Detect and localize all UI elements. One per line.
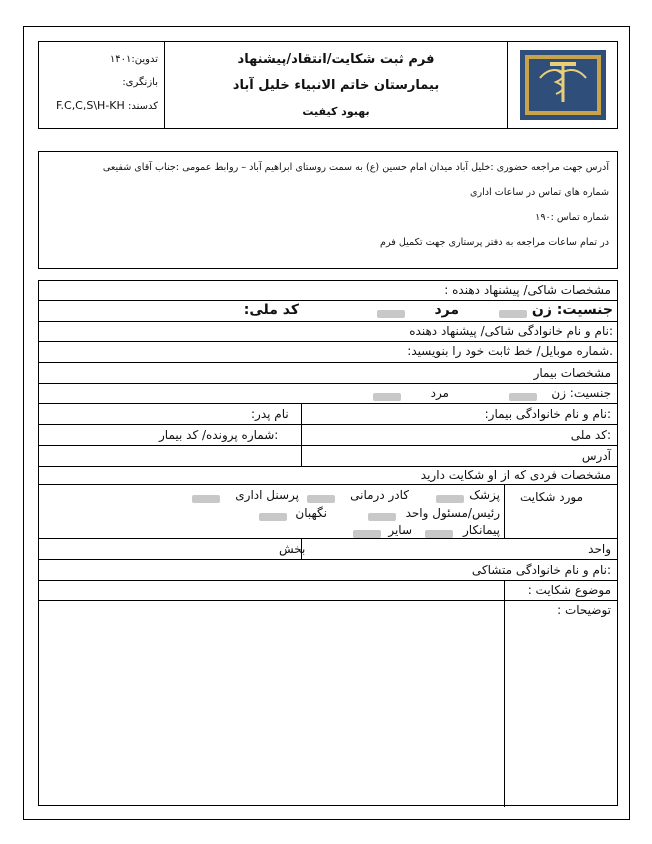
patient-gender-male-label: مرد xyxy=(430,386,449,400)
patient-header: مشخصات بیمار xyxy=(533,366,611,380)
opt-treatment-staff-checkbox[interactable] xyxy=(307,491,335,505)
phones-title: شماره های تماس در ساعات اداری xyxy=(469,187,609,198)
form-page xyxy=(23,26,630,820)
opt-head-unit-checkbox[interactable] xyxy=(368,509,396,523)
unit-label[interactable]: واحد xyxy=(588,542,611,556)
contact-info-box xyxy=(38,151,618,269)
opt-other-label: سایر xyxy=(388,523,412,537)
ward-label[interactable]: بخش xyxy=(279,542,306,556)
mobile-label: .شماره موبایل/ خط ثابت خود را بنویسید: xyxy=(407,344,613,358)
university-logo xyxy=(507,41,618,129)
complaint-subject-row[interactable] xyxy=(39,581,617,601)
subject-person-header: مشخصات فردی که از او شکایت دارید xyxy=(420,468,611,482)
form-title: فرم ثبت شکایت/انتقاد/پیشنهاد xyxy=(237,51,435,67)
file-number-label[interactable]: :شماره پرونده/ کد بیمار xyxy=(159,428,279,442)
opt-head-unit-label: رئیس/مسئول واحد xyxy=(405,506,500,520)
opt-contractor-label: پیمانکار xyxy=(463,523,500,537)
patient-name-label[interactable]: :نام و نام خانوادگی بیمار: xyxy=(484,407,611,421)
opt-admin-staff-checkbox[interactable] xyxy=(192,491,220,505)
accused-name-row[interactable] xyxy=(39,560,617,581)
complainant-header: مشخصات شاکی/ پیشنهاد دهنده : xyxy=(444,283,611,297)
patient-id-row xyxy=(39,425,617,446)
descriptions-label: توضیحات : xyxy=(557,603,611,617)
gender-female-label: جنسیت: زن xyxy=(531,302,613,318)
opt-guard-checkbox[interactable] xyxy=(259,509,287,523)
patient-name-row xyxy=(39,404,617,425)
father-name-label[interactable]: نام پدر: xyxy=(251,407,289,421)
accused-name-label: :نام و نام خانوادگی متشاکی xyxy=(471,563,611,577)
unit-row xyxy=(39,539,617,560)
female-checkbox[interactable] xyxy=(499,306,527,320)
national-code-label: کد ملی: xyxy=(243,302,299,318)
unit-name: بهبود کیفیت xyxy=(302,105,370,119)
address-label: آدرس xyxy=(581,449,611,463)
complainant-name-label: :نام و نام خانوادگی شاکی/ پیشنهاد دهنده xyxy=(409,324,613,338)
opt-admin-staff-label: پرسنل اداری xyxy=(235,488,299,502)
opt-contractor-checkbox[interactable] xyxy=(425,526,453,540)
complaint-case-row xyxy=(39,485,617,539)
document-code-value: F.C,C,S\H-KH xyxy=(55,99,125,112)
compiled-date: تدوین:۱۴۰۱ xyxy=(109,54,158,65)
gender-row xyxy=(39,301,617,322)
male-checkbox[interactable] xyxy=(377,306,405,320)
mobile-row[interactable] xyxy=(39,342,617,363)
document-code-label: کدسند: xyxy=(127,101,158,112)
patient-gender-row xyxy=(39,384,617,404)
patient-gender-female-label: جنسیت: زن xyxy=(551,386,611,400)
address-row[interactable] xyxy=(39,446,617,467)
opt-doctor-checkbox[interactable] xyxy=(436,491,464,505)
phone-number: شماره تماس :۱۹۰ xyxy=(535,212,609,223)
opt-other-checkbox[interactable] xyxy=(353,526,381,540)
gender-male-label: مرد xyxy=(434,302,459,318)
descriptions-row[interactable] xyxy=(39,601,617,807)
complainant-name-row[interactable] xyxy=(39,322,617,342)
opt-treatment-staff-label: کادر درمانی xyxy=(350,488,409,502)
revision-label: بازنگری: xyxy=(122,77,158,88)
form-header xyxy=(38,41,618,129)
header-title-block xyxy=(165,41,507,129)
complainant-header-row xyxy=(39,281,617,301)
complaint-case-label: مورد شکایت xyxy=(519,490,583,504)
opt-guard-label: نگهبان xyxy=(295,506,327,520)
hospital-name: بیمارستان خاتم الانبیاء خلیل آباد xyxy=(232,78,440,94)
caduceus-logo-icon xyxy=(520,50,606,120)
nursing-office-note: در تمام ساعات مراجعه به دفتر پرستاری جهت تکمیل فرم xyxy=(380,237,609,248)
complaint-form-table xyxy=(38,280,618,806)
opt-doctor-label: پزشک xyxy=(469,488,500,502)
patient-male-checkbox[interactable] xyxy=(373,389,401,403)
patient-header-row xyxy=(39,363,617,384)
patient-national-code-label[interactable]: :کد ملی xyxy=(570,428,611,442)
patient-female-checkbox[interactable] xyxy=(509,389,537,403)
address-info: آدرس جهت مراجعه حضوری :خلیل آباد میدان امام حسین (ع) به سمت روستای ابراهیم آباد – روابط عمومی :جناب آقای شفیعی xyxy=(102,162,609,173)
document-code xyxy=(43,94,158,118)
document-meta xyxy=(38,41,165,129)
subject-person-row xyxy=(39,467,617,485)
complaint-subject-label: موضوع شکایت : xyxy=(527,583,611,597)
